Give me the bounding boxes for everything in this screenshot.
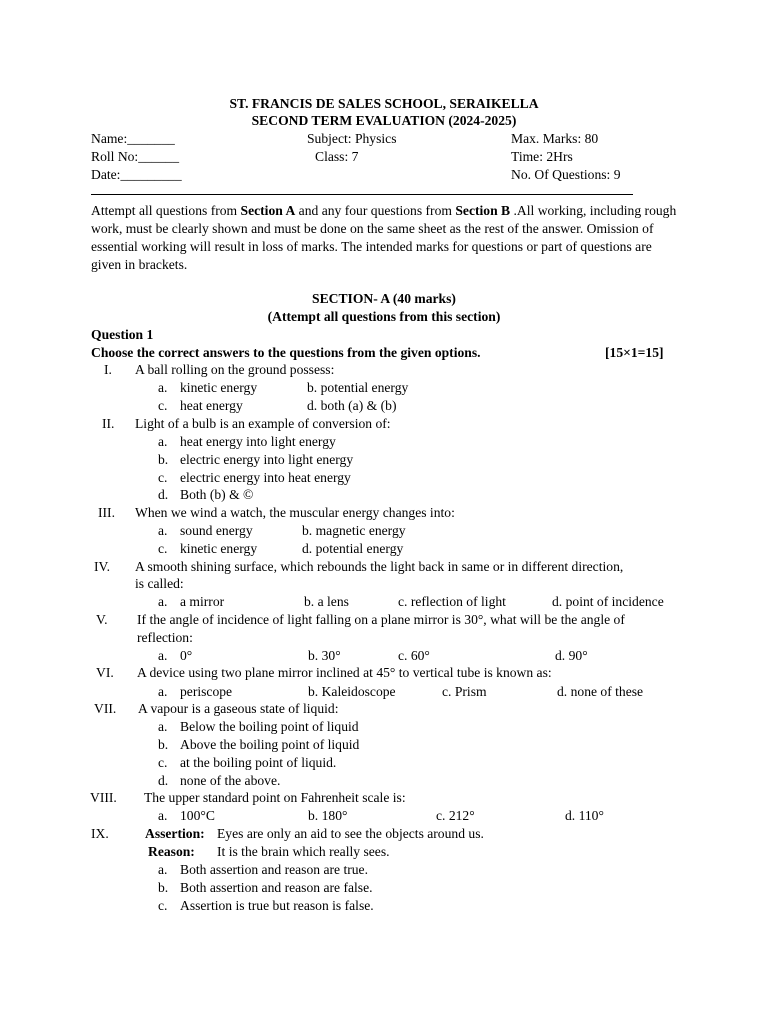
q1-option-a-label: a.: [158, 380, 168, 395]
q5-option-a: 0°: [180, 648, 193, 663]
q2-option-d-label: d.: [158, 487, 169, 502]
q2-option-c-label: c.: [158, 470, 168, 485]
q9-assertion-label: Assertion:: [145, 826, 205, 841]
question-1-marks: [15×1=15]: [605, 345, 664, 360]
date-field: Date:_________: [91, 167, 182, 182]
class-field: Class: 7: [315, 149, 359, 164]
q1-option-c-label: c.: [158, 398, 168, 413]
q4-option-d: d. point of incidence: [552, 594, 664, 609]
q2-number: II.: [102, 416, 115, 431]
q6-option-b: b. Kaleidoscope: [308, 684, 396, 699]
section-title: SECTION- A (40 marks): [312, 291, 456, 306]
q1-number: I.: [104, 362, 112, 377]
q6-number: VI.: [96, 665, 114, 680]
q8-option-d: d. 110°: [565, 808, 604, 823]
q9-option-a: Both assertion and reason are true.: [180, 862, 368, 877]
q4-number: IV.: [94, 559, 110, 574]
q9-option-c: Assertion is true but reason is false.: [180, 898, 374, 913]
q4-text-cont: is called:: [135, 576, 184, 591]
section-subtitle: (Attempt all questions from this section): [267, 309, 501, 324]
q2-option-a-label: a.: [158, 434, 168, 449]
q8-option-b: b. 180°: [308, 808, 348, 823]
instr-section-a: Section A: [240, 203, 296, 218]
q6-option-c: c. Prism: [442, 684, 487, 699]
q9-reason-text: It is the brain which really sees.: [217, 844, 390, 859]
time-field: Time: 2Hrs: [511, 149, 573, 164]
q1-option-c: heat energy: [180, 398, 243, 413]
q3-option-d: d. potential energy: [302, 541, 404, 556]
q1-option-b: b. potential energy: [307, 380, 409, 395]
q6-option-a: periscope: [180, 684, 233, 699]
q8-text: The upper standard point on Fahrenheit scale is:: [144, 790, 406, 805]
q4-text: A smooth shining surface, which rebounds the light back in same or in different direction,: [135, 559, 624, 574]
max-marks-field: Max. Marks: 80: [511, 131, 599, 146]
instructions: [91, 202, 679, 274]
q6-text: A device using two plane mirror inclined at 45° to vertical tube is known as:: [137, 665, 552, 680]
q8-option-a-label: a.: [158, 808, 168, 823]
instr-text-1: Attempt all questions from: [91, 203, 241, 218]
q2-option-d: Both (b) & ©: [180, 487, 254, 502]
question-1-title: Question 1: [91, 327, 154, 342]
q3-text: When we wind a watch, the muscular energy changes into:: [135, 505, 455, 520]
q5-option-b: b. 30°: [308, 648, 341, 663]
roll-field: Roll No:______: [91, 149, 179, 164]
q4-option-c: c. reflection of light: [398, 594, 506, 609]
subject-field: Subject: Physics: [307, 131, 397, 146]
q7-option-c: at the boiling point of liquid.: [180, 755, 337, 770]
q9-option-c-label: c.: [158, 898, 168, 913]
instr-section-b: Section B: [455, 203, 511, 218]
instr-text-3: .All working, including rough work, must be clearly shown and must be done on the same sheet as the rest of the answer. Omission of essential working will result in loss of marks. The intended marks for questions or part of questions are given in brackets.: [91, 203, 677, 272]
q3-option-a: sound energy: [180, 523, 253, 538]
question-1-instruction: Choose the correct answers to the questions from the given options.: [91, 345, 481, 360]
q9-option-b: Both assertion and reason are false.: [180, 880, 373, 895]
q8-option-c: c. 212°: [436, 808, 475, 823]
q2-option-c: electric energy into heat energy: [180, 470, 351, 485]
q2-option-b-label: b.: [158, 452, 169, 467]
q2-option-b: electric energy into light energy: [180, 452, 354, 467]
q2-option-a: heat energy into light energy: [180, 434, 336, 449]
school-name: ST. FRANCIS DE SALES SCHOOL, SERAIKELLA: [229, 96, 539, 111]
q7-number: VII.: [94, 701, 117, 716]
q7-option-a: Below the boiling point of liquid: [180, 719, 359, 734]
q7-option-a-label: a.: [158, 719, 168, 734]
q3-option-a-label: a.: [158, 523, 168, 538]
q7-option-d: none of the above.: [180, 773, 281, 788]
q7-text: A vapour is a gaseous state of liquid:: [138, 701, 339, 716]
q6-option-d: d. none of these: [557, 684, 644, 699]
exam-title: SECOND TERM EVALUATION (2024-2025): [251, 113, 517, 128]
q5-text: If the angle of incidence of light falling on a plane mirror is 30°, what will be the angle of: [137, 612, 625, 627]
q5-option-a-label: a.: [158, 648, 168, 663]
q5-number: V.: [96, 612, 108, 627]
q7-option-d-label: d.: [158, 773, 169, 788]
q1-option-a: kinetic energy: [180, 380, 258, 395]
q8-number: VIII.: [90, 790, 117, 805]
q9-option-a-label: a.: [158, 862, 168, 877]
q1-text: A ball rolling on the ground possess:: [135, 362, 335, 377]
divider-line: [91, 194, 633, 195]
q9-assertion-text: Eyes are only an aid to see the objects around us.: [217, 826, 484, 841]
q3-option-c: kinetic energy: [180, 541, 258, 556]
name-field: Name:_______: [91, 131, 175, 146]
q4-option-a-label: a.: [158, 594, 168, 609]
q5-option-c: c. 60°: [398, 648, 430, 663]
q7-option-b-label: b.: [158, 737, 169, 752]
q7-option-b: Above the boiling point of liquid: [180, 737, 360, 752]
q3-option-b: b. magnetic energy: [302, 523, 406, 538]
q3-number: III.: [98, 505, 115, 520]
instr-text-2: and any four questions from: [295, 203, 456, 218]
q9-option-b-label: b.: [158, 880, 169, 895]
q3-option-c-label: c.: [158, 541, 168, 556]
q5-option-d: d. 90°: [555, 648, 588, 663]
q4-option-a: a mirror: [180, 594, 225, 609]
q1-option-d: d. both (a) & (b): [307, 398, 397, 413]
num-questions-field: No. Of Questions: 9: [511, 167, 621, 182]
q5-text-cont: reflection:: [137, 630, 193, 645]
q6-option-a-label: a.: [158, 684, 168, 699]
q7-option-c-label: c.: [158, 755, 168, 770]
q9-reason-label: Reason:: [148, 844, 195, 859]
q2-text: Light of a bulb is an example of conversion of:: [135, 416, 391, 431]
q9-number: IX.: [91, 826, 109, 841]
q8-option-a: 100°C: [180, 808, 215, 823]
q4-option-b: b. a lens: [304, 594, 349, 609]
